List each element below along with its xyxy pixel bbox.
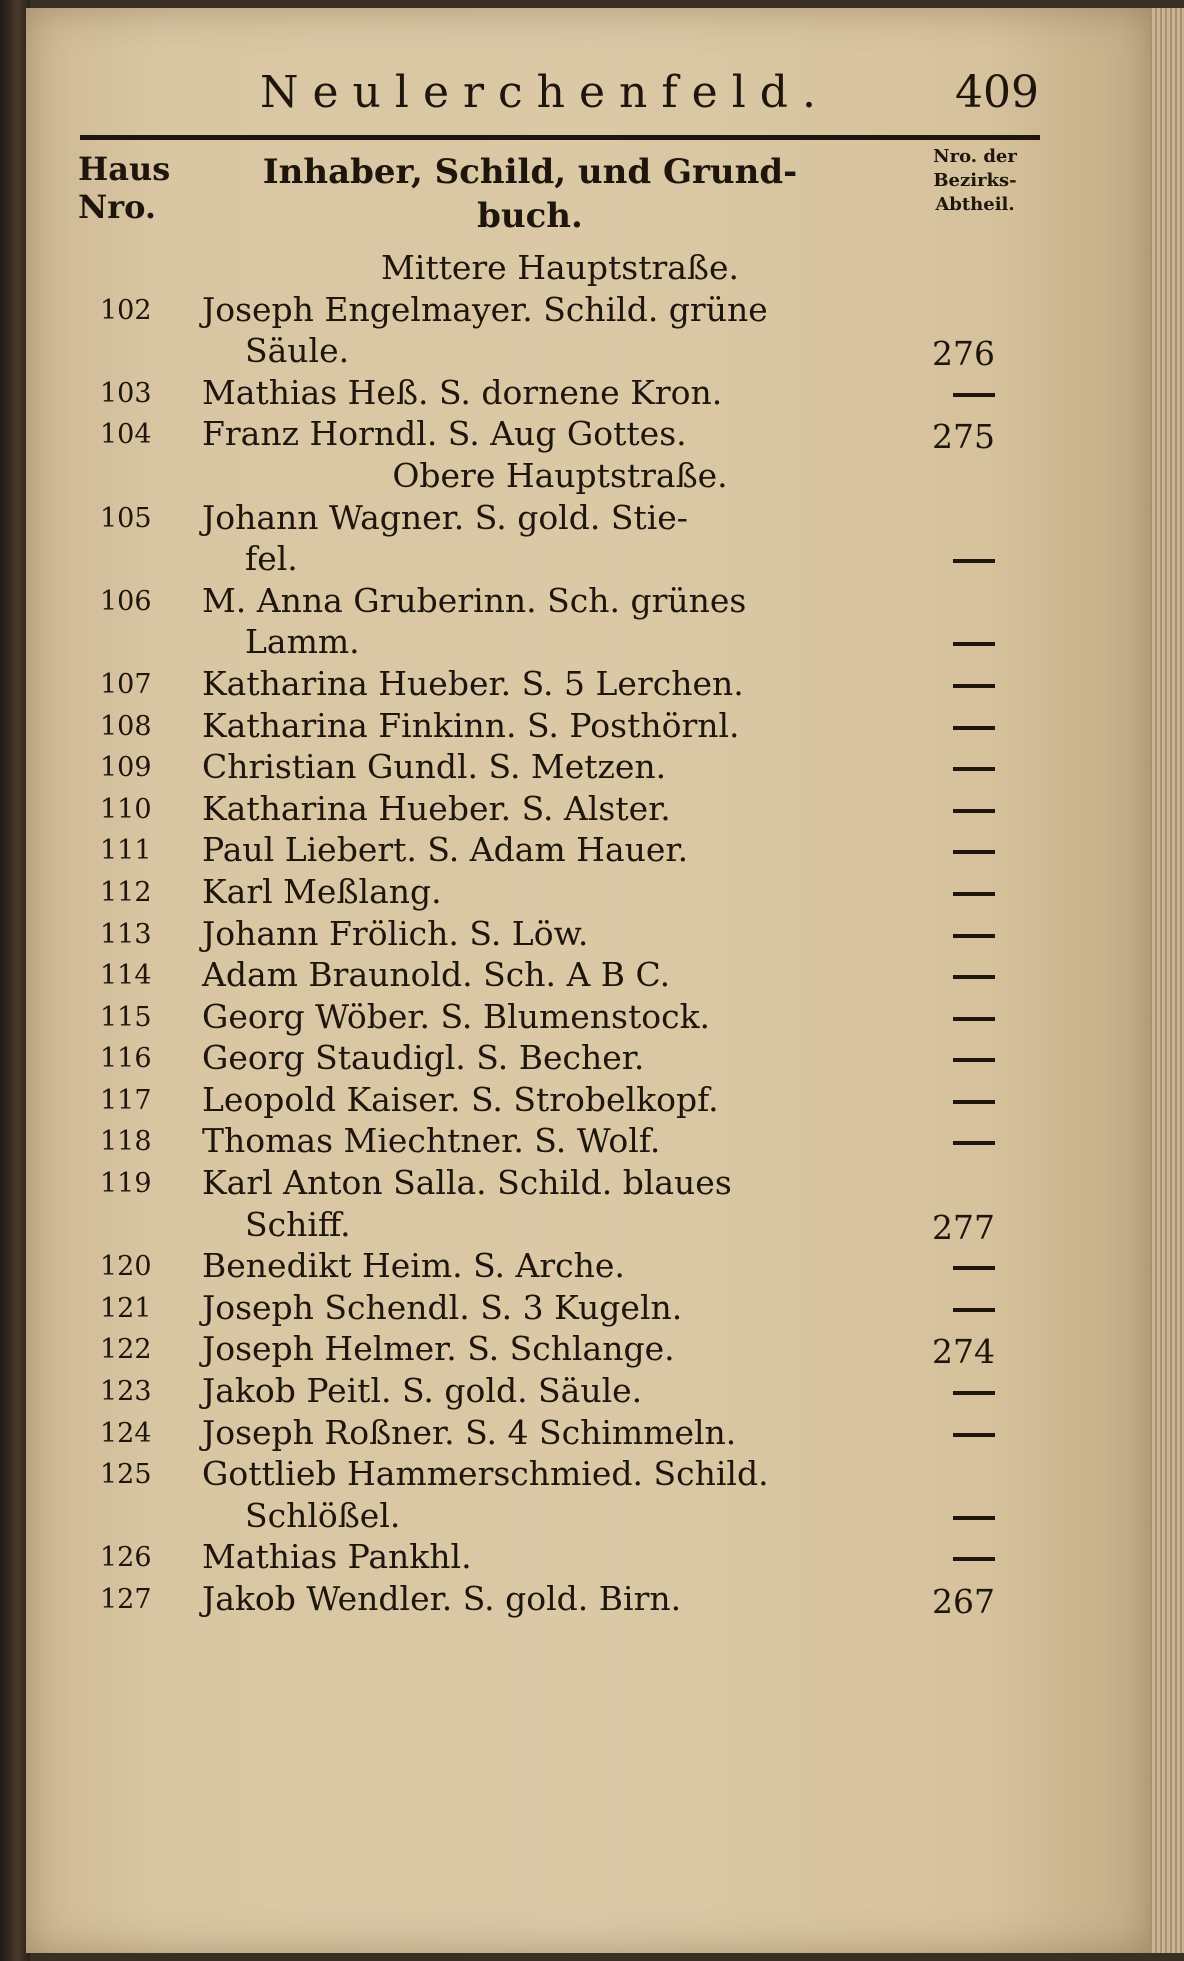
column-header-inhaber-line2: buch. bbox=[477, 196, 583, 236]
entry-continuation bbox=[80, 331, 1040, 373]
house-number: 111 bbox=[100, 835, 152, 867]
ditto-dash bbox=[953, 934, 995, 938]
owner-sign-text: Gottlieb Hammerschmied. Schild. bbox=[202, 1454, 769, 1494]
house-number: 121 bbox=[100, 1292, 152, 1324]
owner-sign-text: Johann Frölich. S. Löw. bbox=[202, 913, 589, 953]
table-row bbox=[80, 1579, 1040, 1621]
table-row bbox=[80, 290, 1040, 332]
owner-sign-text: Georg Staudigl. S. Becher. bbox=[202, 1038, 645, 1078]
table-row bbox=[80, 1246, 1040, 1288]
table-row bbox=[80, 1537, 1040, 1579]
table-row bbox=[80, 1288, 1040, 1330]
owner-sign-text: Adam Braunold. Sch. A B C. bbox=[202, 955, 671, 995]
table-row bbox=[80, 1329, 1040, 1371]
table-row bbox=[80, 664, 1040, 706]
table-row bbox=[80, 955, 1040, 997]
column-header-bezirk-line2: Bezirks- bbox=[933, 170, 1017, 191]
entry-continuation bbox=[80, 1205, 1040, 1247]
column-header-haus-line2: Nro. bbox=[78, 188, 157, 226]
house-number: 120 bbox=[100, 1251, 152, 1283]
table-row bbox=[80, 1371, 1040, 1413]
entry-continuation bbox=[80, 622, 1040, 664]
owner-sign-text: Jakob Peitl. S. gold. Säule. bbox=[202, 1371, 643, 1411]
table-row bbox=[80, 747, 1040, 789]
house-number: 119 bbox=[100, 1168, 152, 1200]
ditto-dash bbox=[953, 726, 995, 730]
running-title: Neulerchenfeld. bbox=[260, 67, 830, 118]
table-row bbox=[80, 1080, 1040, 1122]
district-number: 277 bbox=[932, 1207, 995, 1247]
column-header-inhaber-line1: Inhaber, Schild, und Grund- bbox=[262, 152, 798, 192]
house-number: 118 bbox=[100, 1126, 152, 1158]
district-number: 276 bbox=[932, 334, 995, 374]
owner-sign-text: Katharina Hueber. S. Alster. bbox=[202, 788, 671, 828]
owner-sign-text: Lamm. bbox=[245, 622, 360, 662]
table-row bbox=[80, 789, 1040, 831]
house-number: 102 bbox=[100, 294, 152, 326]
owner-sign-text: Georg Wöber. S. Blumenstock. bbox=[202, 996, 711, 1036]
register-entries bbox=[80, 248, 1040, 1621]
house-number: 116 bbox=[100, 1043, 152, 1075]
column-header-bezirk bbox=[900, 145, 1050, 217]
house-number: 106 bbox=[100, 585, 152, 617]
ditto-dash bbox=[953, 767, 995, 771]
section-heading bbox=[80, 248, 1040, 290]
owner-sign-text: Christian Gundl. S. Metzen. bbox=[202, 747, 667, 787]
house-number: 112 bbox=[100, 876, 152, 908]
house-number: 117 bbox=[100, 1084, 152, 1116]
house-number: 109 bbox=[100, 752, 152, 784]
house-number: 123 bbox=[100, 1376, 152, 1408]
table-row bbox=[80, 1454, 1040, 1496]
table-row bbox=[80, 1121, 1040, 1163]
owner-sign-text: Schiff. bbox=[245, 1204, 351, 1244]
owner-sign-text: fel. bbox=[245, 539, 298, 579]
table-row bbox=[80, 1038, 1040, 1080]
section-title: Mittere Hauptstraße. bbox=[381, 248, 739, 287]
house-number: 103 bbox=[100, 377, 152, 409]
owner-sign-text: Joseph Engelmayer. Schild. grüne bbox=[202, 289, 768, 329]
house-number: 115 bbox=[100, 1001, 152, 1033]
owner-sign-text: Katharina Finkinn. S. Posthörnl. bbox=[202, 705, 740, 745]
ditto-dash bbox=[953, 1266, 995, 1270]
owner-sign-text: Katharina Hueber. S. 5 Lerchen. bbox=[202, 663, 744, 703]
header-rule bbox=[80, 135, 1040, 140]
ditto-dash bbox=[953, 1058, 995, 1062]
owner-sign-text: Karl Anton Salla. Schild. blaues bbox=[202, 1163, 732, 1203]
house-number: 113 bbox=[100, 918, 152, 950]
ditto-dash bbox=[953, 642, 995, 646]
column-header-inhaber bbox=[230, 150, 830, 238]
ditto-dash bbox=[953, 1516, 995, 1520]
ditto-dash bbox=[953, 975, 995, 979]
owner-sign-text: Paul Liebert. S. Adam Hauer. bbox=[202, 830, 689, 870]
owner-sign-text: Mathias Heß. S. dornene Kron. bbox=[202, 372, 723, 412]
ditto-dash bbox=[953, 1433, 995, 1437]
section-heading bbox=[80, 456, 1040, 498]
ditto-dash bbox=[953, 559, 995, 563]
house-number: 124 bbox=[100, 1417, 152, 1449]
owner-sign-text: Jakob Wendler. S. gold. Birn. bbox=[202, 1579, 682, 1618]
owner-sign-text: Benedikt Heim. S. Arche. bbox=[202, 1246, 625, 1286]
entry-continuation bbox=[80, 1496, 1040, 1538]
house-number: 126 bbox=[100, 1542, 152, 1574]
house-number: 125 bbox=[100, 1459, 152, 1491]
table-row bbox=[80, 1163, 1040, 1205]
table-row bbox=[80, 498, 1040, 540]
district-number: 275 bbox=[932, 417, 995, 457]
column-header-haus bbox=[78, 150, 170, 226]
owner-sign-text: Säule. bbox=[245, 331, 350, 371]
owner-sign-text: Joseph Roßner. S. 4 Schimmeln. bbox=[202, 1412, 737, 1452]
page-edges bbox=[1150, 8, 1184, 1953]
district-number: 274 bbox=[932, 1332, 995, 1372]
house-number: 114 bbox=[100, 960, 152, 992]
table-row bbox=[80, 373, 1040, 415]
ditto-dash bbox=[953, 1100, 995, 1104]
table-row bbox=[80, 830, 1040, 872]
ditto-dash bbox=[953, 809, 995, 813]
table-row bbox=[80, 914, 1040, 956]
house-number: 105 bbox=[100, 502, 152, 534]
ditto-dash bbox=[953, 892, 995, 896]
owner-sign-text: M. Anna Gruberinn. Sch. grünes bbox=[202, 580, 747, 620]
ditto-dash bbox=[953, 684, 995, 688]
column-header-bezirk-line1: Nro. der bbox=[933, 146, 1017, 167]
column-header-bezirk-line3: Abtheil. bbox=[935, 194, 1015, 215]
column-header-haus-line1: Haus bbox=[78, 150, 171, 188]
ditto-dash bbox=[953, 1391, 995, 1395]
ditto-dash bbox=[953, 1308, 995, 1312]
table-row bbox=[80, 997, 1040, 1039]
table-row bbox=[80, 1413, 1040, 1455]
house-number: 122 bbox=[100, 1334, 152, 1366]
owner-sign-text: Thomas Miechtner. S. Wolf. bbox=[202, 1121, 661, 1161]
owner-sign-text: Joseph Helmer. S. Schlange. bbox=[202, 1329, 675, 1369]
table-row bbox=[80, 872, 1040, 914]
house-number: 104 bbox=[100, 419, 152, 451]
page-number: 409 bbox=[955, 67, 1039, 118]
owner-sign-text: Johann Wagner. S. gold. Stie- bbox=[202, 497, 688, 537]
owner-sign-text: Karl Meßlang. bbox=[202, 871, 442, 911]
entry-continuation bbox=[80, 539, 1040, 581]
district-number: 267 bbox=[932, 1582, 995, 1621]
owner-sign-text: Schlößel. bbox=[245, 1495, 401, 1535]
ditto-dash bbox=[953, 393, 995, 397]
house-number: 108 bbox=[100, 710, 152, 742]
house-number: 127 bbox=[100, 1584, 152, 1615]
owner-sign-text: Joseph Schendl. S. 3 Kugeln. bbox=[202, 1287, 683, 1327]
table-row bbox=[80, 706, 1040, 748]
ditto-dash bbox=[953, 1141, 995, 1145]
owner-sign-text: Leopold Kaiser. S. Strobelkopf. bbox=[202, 1079, 719, 1119]
ditto-dash bbox=[953, 1017, 995, 1021]
ditto-dash bbox=[953, 850, 995, 854]
table-row bbox=[80, 581, 1040, 623]
house-number: 110 bbox=[100, 793, 152, 825]
table-row bbox=[80, 414, 1040, 456]
section-title: Obere Hauptstraße. bbox=[392, 455, 728, 495]
owner-sign-text: Mathias Pankhl. bbox=[202, 1537, 472, 1577]
ditto-dash bbox=[953, 1557, 995, 1561]
page-header bbox=[80, 55, 1040, 125]
owner-sign-text: Franz Horndl. S. Aug Gottes. bbox=[202, 414, 687, 454]
house-number: 107 bbox=[100, 668, 152, 700]
